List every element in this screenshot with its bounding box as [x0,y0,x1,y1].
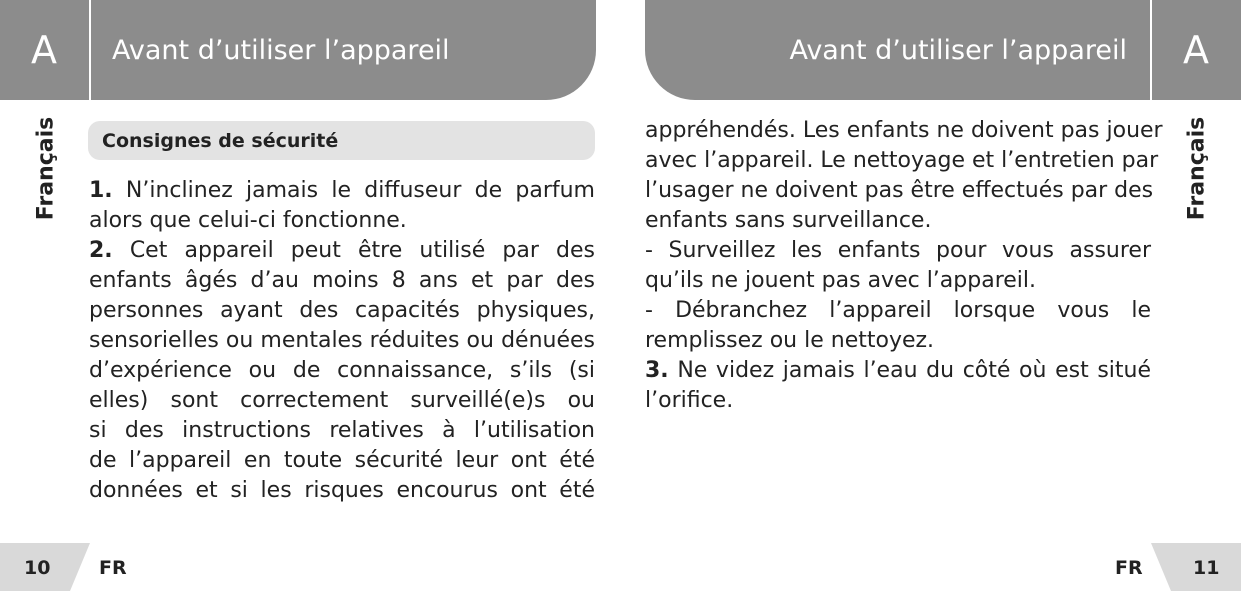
text-line: enfants sans surveillance. [645,208,932,233]
left-page-body [89,176,595,506]
footer-language-right: FR [1115,557,1143,579]
text-line: - Débranchez l’appareil lorsque vous le [645,298,1151,323]
text-line: l’orifice. [645,388,734,413]
right-page-body [645,116,1163,416]
text-line: appréhendés. Les enfants ne doivent pas jouer [645,118,1163,143]
text-line: données et si les risques encourus ont été [89,478,595,503]
side-language-label-right: Français [1184,116,1210,221]
text-line: alors que celui-ci fonctionne. [89,208,407,233]
item-number: 2. [89,238,113,263]
header-title-left: Avant d’utiliser l’appareil [112,35,450,66]
text-line: personnes ayant des capacités physiques, [89,298,595,323]
text-line: 1. N’inclinez jamais le diffuseur de parfum [89,178,595,203]
text-line: - Surveillez les enfants pour vous assurer [645,238,1151,263]
page-number-left: 10 [24,557,51,579]
section-letter-right: A [1183,28,1209,72]
item-number: 1. [89,178,113,203]
text-line: d’expérience ou de connaissance, s’ils (si [89,358,595,383]
section-letter-left: A [31,28,57,72]
item-number: 3. [645,358,669,383]
header-title-right: Avant d’utiliser l’appareil [789,35,1127,66]
text-line: elles) sont correctement surveillé(e)s ou [89,388,595,413]
text-line: remplissez ou le nettoyez. [645,328,935,353]
footer-language-left: FR [99,557,127,579]
text-line: sensorielles ou mentales réduites ou dénuées [89,328,595,353]
text-line: si des instructions relatives à l’utilisation [89,418,595,443]
text-line: de l’appareil en toute sécurité leur ont été [89,448,595,473]
text-line: 2. Cet appareil peut être utilisé par des [89,238,595,263]
section-heading-pill [88,121,595,160]
side-language-label-left: Français [33,116,59,221]
header-divider-left [89,0,91,100]
text-line: l’usager ne doivent pas être effectués par des [645,178,1154,203]
text-line: 3. Ne videz jamais l’eau du côté où est situé [645,358,1152,383]
text-line: qu’ils ne jouent pas avec l’appareil. [645,268,1037,293]
text-line: avec l’appareil. Le nettoyage et l’entretien par [645,148,1159,173]
text-line: enfants âgés d’au moins 8 ans et par des [89,268,595,293]
section-heading: Consignes de sécurité [102,130,339,152]
page-number-right: 11 [1193,557,1220,579]
